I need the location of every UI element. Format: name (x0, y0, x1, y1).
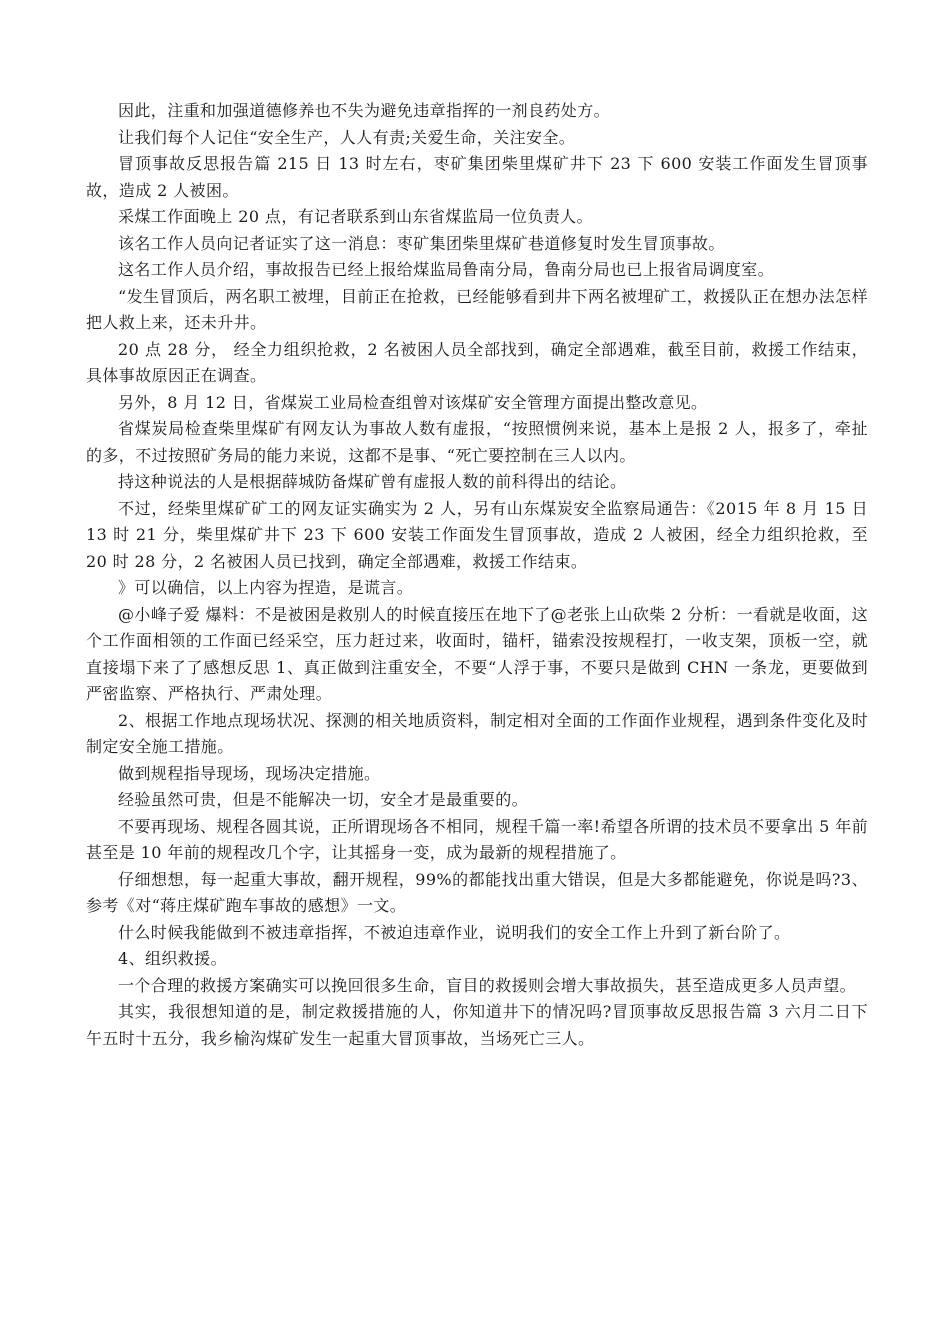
paragraph: “发生冒顶后，两名职工被埋，目前正在抢救，已经能够看到井下两名被埋矿工，救援队正在想办法怎样把人救上来，还未升井。 (86, 286, 868, 332)
paragraph: 这名工作人员介绍，事故报告已经上报给煤监局鲁南分局，鲁南分局也已上报省局调度室。 (118, 260, 775, 279)
paragraph: 一个合理的救援方案确实可以挽回很多生命，盲目的救援则会增大事故损失，甚至造成更多人员声望。 (118, 975, 857, 995)
paragraph: 不过，经柴里煤矿矿工的网友证实确实为 2 人，另有山东煤炭安全监察局通告：《2015 年 8 月 15 日 13 时 21 分，柴里煤矿井下 23 下 600 安装工作面发生冒顶事故，造成 2 人被困，经全力组织抢救，至 20 时 28 分，2 名被困人员已找到，确定全部遇难，救援工作结束。 (86, 498, 868, 571)
paragraph: 持这种说法的人是根据薛城防备煤矿曾有虚报人数的前科得出的结论。 (118, 472, 627, 491)
paragraph: 其实，我很想知道的是，制定救援措施的人，你知道井下的情况吗?冒顶事故反思报告篇 3 六月二日下午五时十五分，我乡榆沟煤矿发生一起重大冒顶事故，当场死亡三人。 (86, 1002, 868, 1048)
paragraph: 20 点 28 分， 经全力组织抢救，2 名被困人员全部找到，确定全部遇难，截至目前，救援工作结束，具体事故原因正在调查。 (86, 339, 868, 385)
paragraph: 采煤工作面晚上 20 点，有记者联系到山东省煤监局一位负责人。 (118, 207, 593, 226)
paragraph: 4、组织救援。 (118, 949, 227, 968)
paragraph: 》可以确信，以上内容为捏造，是谎言。 (118, 578, 414, 597)
paragraph: 做到规程指导现场，现场决定措施。 (118, 763, 381, 783)
paragraph: 仔细想想，每一起重大事故，翻开规程，99%的都能找出重大错误，但是大多都能避免，你说是吗?3、 参考《对“蒋庄煤矿跑车事故的感想》一文。 (86, 869, 868, 915)
paragraph: 让我们每个人记住“安全生产，人人有责;关爱生命，关注安全。 (118, 127, 576, 147)
document-page (86, 98, 868, 1052)
paragraph: 不要再现场、规程各圆其说，正所谓现场各不相同，规程千篇一率!希望各所谓的技术员不要拿出 5 年前甚至是 10 年前的规程改几个字，让其摇身一变，成为最新的规程措施了。 (86, 816, 868, 862)
paragraph: 什么时候我能做到不被违章指挥，不被迫违章作业，说明我们的安全工作上升到了新台阶了。 (118, 922, 791, 942)
paragraph: 因此，注重和加强道德修养也不失为避免违章指挥的一剂良药处方。 (118, 101, 611, 120)
paragraph: 省煤炭局检查柴里煤矿有网友认为事故人数有虚报，“按照惯例来说，基本上是报 2 人，报多了，牵扯的多，不过按照矿务局的能力来说，这都不是事、“死亡要控制在三人以内。 (86, 419, 868, 465)
paragraph: 该名工作人员向记者证实了这一消息：枣矿集团柴里煤矿巷道修复时发生冒顶事故。 (118, 233, 725, 253)
paragraph: 冒顶事故反思报告篇 215 日 13 时左右，枣矿集团柴里煤矿井下 23 下 600 安装工作面发生冒顶事故，造成 2 人被困。 (86, 154, 868, 200)
paragraph: 2、根据工作地点现场状况、探测的相关地质资料，制定相对全面的工作面作业规程，遇到条件变化及时制定安全施工措施。 (86, 710, 868, 756)
paragraph: 经验虽然可贵，但是不能解决一切，安全才是最重要的。 (118, 790, 529, 809)
paragraph: 另外，8 月 12 日，省煤炭工业局检查组曾对该煤矿安全管理方面提出整改意见。 (118, 392, 708, 412)
paragraph: @小峰子爱 爆料：不是被困是救别人的时候直接压在地下了@老张上山砍柴 2 分析：一看就是收面，这个工作面相领的工作面已经采空，压力赶过来，收面时，锚杆，锚索没按规程打，一收支架，顶板一空，就直接塌下来了了感想反思 1、真正做到注重安全，不要“人浮于事，不要只是做到 CHN 一条龙，更要做到严密监察、严格执行、严肃处理。 (86, 604, 868, 703)
